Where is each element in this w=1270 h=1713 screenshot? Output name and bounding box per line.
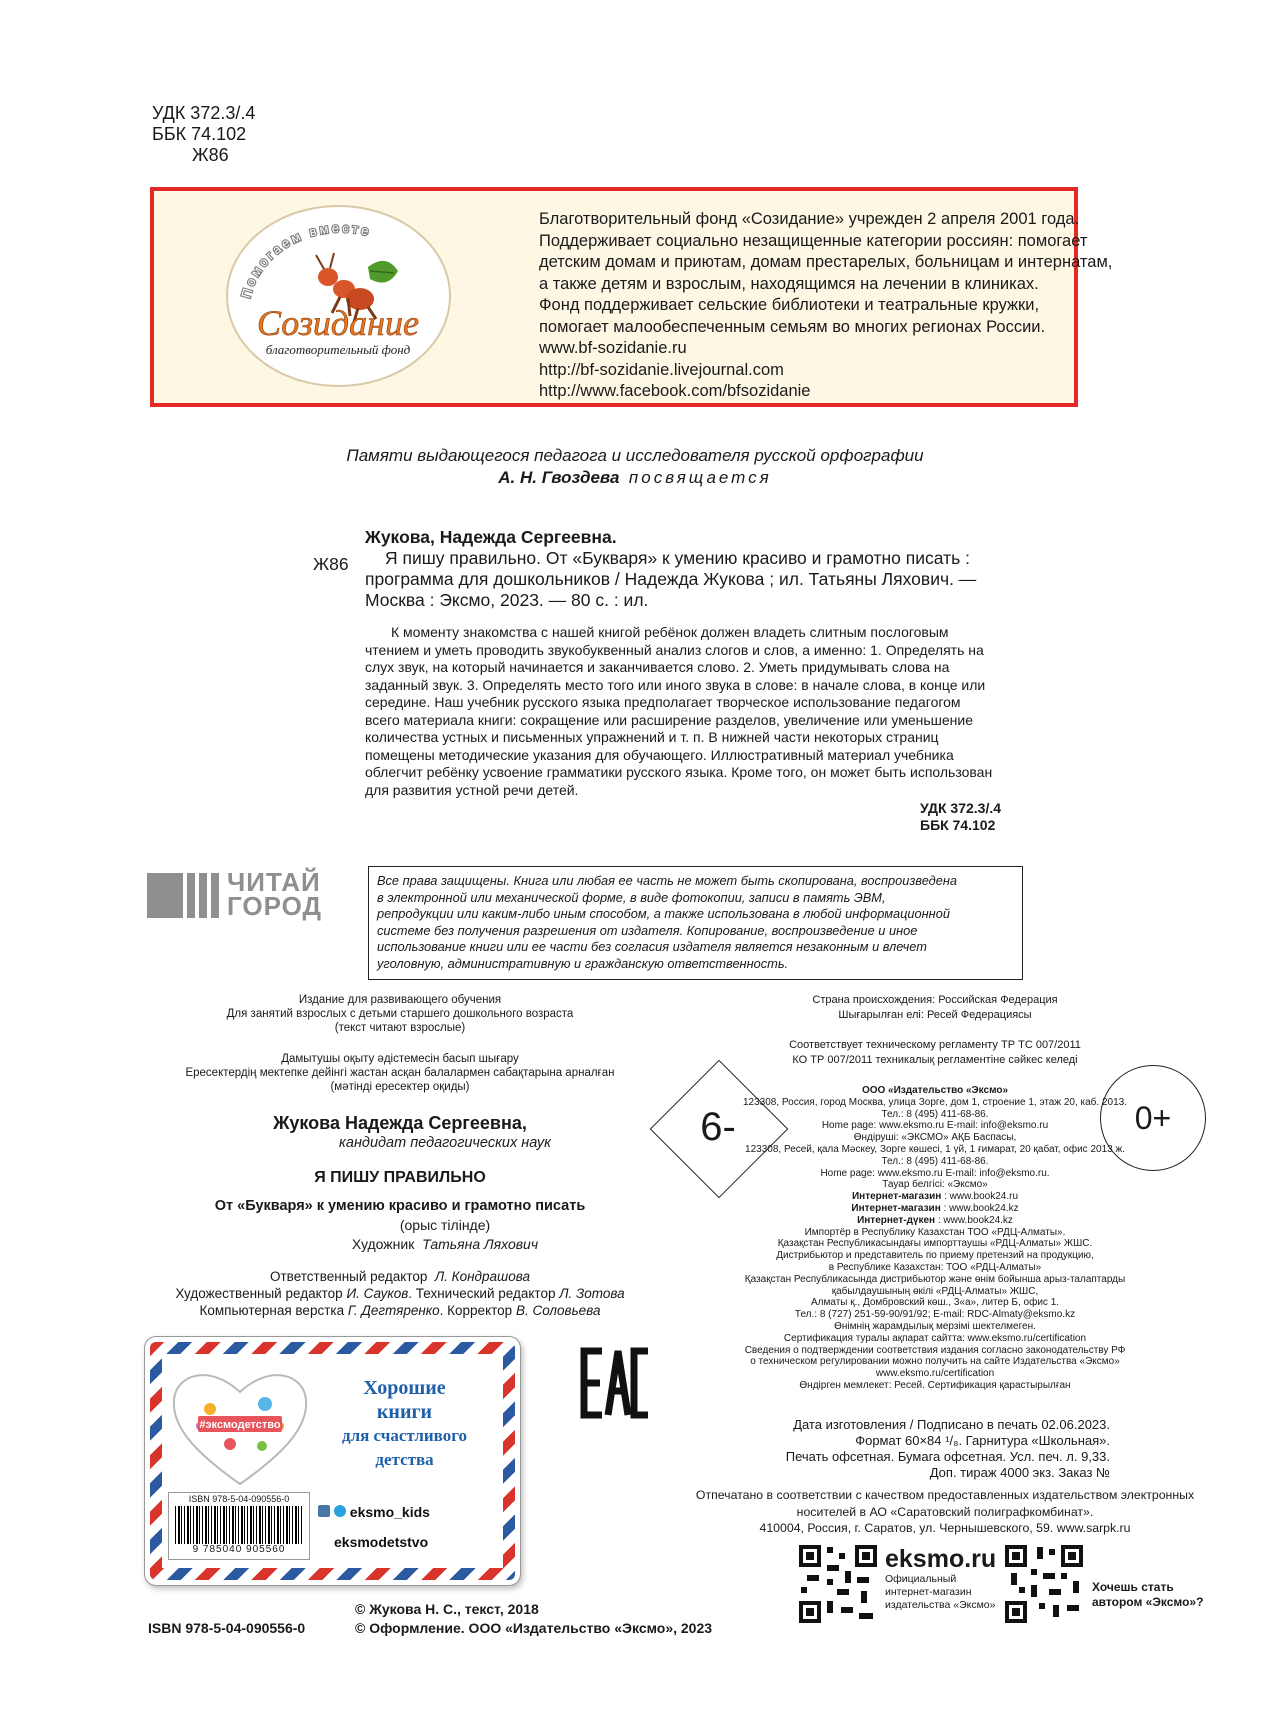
copyright-text: © Жукова Н. С., текст, 2018 <box>355 1601 539 1617</box>
credit-label: Художественный редактор <box>175 1286 343 1301</box>
publisher-line: Тел.: 8 (495) 411-68-86. <box>881 1108 989 1120</box>
heart-icon <box>170 1364 310 1489</box>
import-line: Өнімнің жарамдылық мерзімі шектелмеген. <box>834 1320 1036 1332</box>
shop-label: Интернет-магазин <box>851 1191 942 1203</box>
credit-name: В. Соловьева <box>515 1303 601 1318</box>
promo-social <box>318 1504 430 1550</box>
eksmo-shop <box>885 1545 996 1612</box>
qr-icon <box>1003 1543 1085 1625</box>
charity-line: Поддерживает социально незащищенные категории россиян: помогает <box>539 231 1088 250</box>
social-handle: eksmo_kids <box>349 1504 430 1520</box>
title-block <box>140 1168 660 1254</box>
abstract-line: заданный звук. 3. Определять место того или иного звука в слове: в начале слова, в конце или <box>365 676 986 693</box>
language-note: (орыс тілінде) <box>399 1217 491 1233</box>
edition-info-kz <box>140 1052 660 1094</box>
dedication <box>0 445 1270 489</box>
regulation-line: КО ТР 007/2011 техникалық регламентіне сәйкес келеді <box>792 1054 1078 1066</box>
qr-icon <box>797 1543 879 1625</box>
edition-line: Дамытушы оқыту әдістемесін басып шығару <box>281 1053 519 1065</box>
credit-name: Л. Зотова <box>559 1286 625 1301</box>
import-line: Импортёр в Республику Казахстан ТОО «РДЦ-Алматы». <box>804 1226 1066 1238</box>
barcode-bars <box>175 1506 303 1544</box>
cta-line: автором «Эксмо»? <box>1092 1595 1204 1609</box>
print-line: Формат 60×84 ¹/₈. Гарнитура «Школьная». <box>855 1433 1110 1448</box>
social-handle: eksmodetstvo <box>334 1534 429 1550</box>
qr-code-shop[interactable] <box>797 1543 879 1625</box>
shop-label: Интернет-магазин <box>851 1202 941 1214</box>
printer-line: 410004, Россия, г. Саратов, ул. Чернышевского, 59. www.sarpk.ru <box>759 1521 1131 1535</box>
publisher-line: 123308, Россия, город Москва, улица Зорге, дом 1, строение 1, этаж 20, каб. 2013. <box>743 1096 1127 1108</box>
eac-mark <box>580 1347 650 1424</box>
abstract-bbk: ББК 74.102 <box>920 817 996 833</box>
promo-headline-line: детства <box>375 1450 434 1469</box>
publisher-name: ООО «Издательство «Эксмо» <box>861 1085 1009 1096</box>
credit-label: Ответственный редактор <box>270 1269 428 1284</box>
edition-line: Для занятий взрослых с детьми старшего дошкольного возраста <box>226 1008 574 1020</box>
logo-subtitle: благотворительный фонд <box>265 342 411 357</box>
credit-label: . Технический редактор <box>408 1286 556 1301</box>
rights-notice <box>368 866 1023 980</box>
catalog-line: программа для дошкольников / Надежда Жукова ; ил. Татьяны Ляхович. — <box>365 569 977 589</box>
rights-line: Все права защищены. Книга или любая ее часть не может быть скопирована, воспроизведена <box>377 873 958 888</box>
eksmo-desc: издательства «Эксмо» <box>885 1599 996 1611</box>
dedication-line: Памяти выдающегося педагога и исследователя русской орфографии <box>346 446 924 465</box>
abstract-line: слух звук, на который начинается и заканчивается слово. 2. Уметь придумывать слова на <box>365 659 950 675</box>
telegram-icon <box>334 1505 346 1517</box>
credits <box>140 1268 660 1319</box>
age-label: 6- <box>700 1105 736 1149</box>
printer-line: Отпечатано в соответствии с качеством предоставленных издательством электронных <box>695 1488 1195 1502</box>
shop-url: : www.book24.kz <box>937 1214 1013 1226</box>
artist-name: Татьяна Ляхович <box>422 1236 539 1252</box>
promo-headline-line: Хорошие <box>363 1377 446 1399</box>
publisher-line: Home page: www.eksmo.ru E-mail: info@eksmo.ru. <box>820 1167 1050 1179</box>
credit-name: И. Сауков <box>346 1286 409 1301</box>
publisher-line: Тел.: 8 (495) 411-68-86. <box>881 1155 989 1167</box>
publisher-line: Өндіруші: «ЭКСМО» АҚБ Баспасы, <box>853 1132 1017 1144</box>
publisher-line: 123308, Ресей, қала Мәскеу, Зорге көшесі, 1 үй, 1 ғимарат, 20 қабат, офис 2013 ж. <box>745 1143 1125 1155</box>
promo-headline <box>312 1376 497 1472</box>
book-subtitle: От «Букваря» к умению красиво и грамотно писать <box>214 1198 586 1214</box>
charity-logo <box>226 205 451 387</box>
edition-line: Ересектердің мектепке дейінгі жастан асқан балалармен сабақтарына арналған <box>185 1067 615 1079</box>
charity-description <box>539 209 1112 403</box>
abstract-codes <box>920 800 1001 834</box>
import-line: Сертификация туралы ақпарат сайтта: www.eksmo.ru/certification <box>783 1332 1087 1344</box>
book-title: Я ПИШУ ПРАВИЛЬНО <box>314 1169 486 1186</box>
print-line: Дата изготовления / Подписано в печать 02.06.2023. <box>793 1417 1110 1432</box>
copyright <box>355 1600 712 1638</box>
promo-hashtag: #эксмодетство <box>199 1419 281 1431</box>
cta-line: Хочешь стать <box>1092 1580 1174 1594</box>
shop-url: : www.book24.kz <box>943 1202 1019 1214</box>
abstract-line: помещены методические указания для обучающего. Иллюстративный материал учебника <box>365 746 954 763</box>
catalog-line: Я пишу правильно. От «Букваря» к умению красиво и грамотно писать : <box>385 548 970 568</box>
edition-info-ru <box>140 993 660 1035</box>
eac-icon <box>580 1347 650 1419</box>
edition-line: (мәтінді ересектер оқиды) <box>330 1081 470 1093</box>
gorod-word: ГОРОД <box>227 891 323 921</box>
author-name: Жукова Надежда Сергеевна, <box>273 1113 527 1133</box>
logo-arc-text: Помогаем вместе <box>238 220 374 300</box>
eksmo-desc: Официальный <box>885 1573 957 1585</box>
qr-code-author[interactable] <box>1003 1543 1085 1625</box>
print-line: Печать офсетная. Бумага офсетная. Усл. печ. л. 9,33. <box>785 1449 1110 1464</box>
rights-line: использование книги или ее части без согласия издателя является незаконным и влечет <box>377 939 927 954</box>
rights-line: системе без получения разрешения от издателя. Копирование, воспроизведение и иное <box>377 922 918 938</box>
charity-line: а также детям и взрослым, находящимся на лечении в клиниках. <box>539 274 1039 293</box>
publisher-info <box>700 1085 1170 1392</box>
abstract-udk: УДК 372.3/.4 <box>920 800 1002 816</box>
charity-line: детским домам и приютам, домам престарелых, больницам и интернатам, <box>539 253 1113 271</box>
abstract-line: облегчит ребёнку усвоение грамматики русского языка. Кроме того, он может быть использован <box>365 764 993 780</box>
author-mark: Ж86 <box>192 145 229 165</box>
bbk-code: ББК 74.102 <box>152 124 247 144</box>
catalog-line: Москва : Эксмо, 2023. — 80 с. : ил. <box>365 590 649 610</box>
import-line: в Республике Казахстан: ТОО «РДЦ-Алматы» <box>828 1261 1042 1273</box>
abstract <box>365 624 1020 799</box>
author-block <box>140 1112 660 1152</box>
printer-line: носителей в АО «Саратовский полиграфкомбинат». <box>796 1504 1094 1519</box>
charity-line: Благотворительный фонд «Созидание» учрежден 2 апреля 2001 года. <box>539 210 1080 228</box>
import-line: Өндірген мемлекет: Ресей. Сертификация қарастырылған <box>799 1379 1071 1391</box>
credit-label: Компьютерная верстка <box>199 1303 345 1318</box>
rights-line: репродукции или каким-либо иным способом, а также использована в любой информационной <box>377 906 950 921</box>
abstract-line: всего материала книги: сокращение или расширение разделов, увеличение или уменьшение <box>365 711 974 728</box>
author-degree: кандидат педагогических наук <box>339 1135 551 1151</box>
promo-headline-line: книги <box>376 1401 433 1423</box>
country-info <box>700 993 1170 1023</box>
regulation-line: Соответствует техническому регламенту ТР ТС 007/2011 <box>789 1039 1081 1051</box>
chitai-word: ЧИТАЙ <box>227 867 321 897</box>
charity-line: помогает малообеспеченным семьям во многих регионах России. <box>539 317 1046 336</box>
charity-line: http://bf-sozidanie.livejournal.com <box>539 360 784 379</box>
print-info <box>700 1417 1110 1481</box>
author-cta[interactable] <box>1092 1580 1203 1610</box>
abstract-line: середине. Наш учебник русского языка предполагает творческое использование педагогом <box>365 694 961 710</box>
vk-icon <box>318 1505 330 1517</box>
abstract-line: чтением и уметь проводить звукобуквенный анализ слогов и слов, а именно: 1. Определять на <box>365 641 984 658</box>
import-line: Дистрибьютор и представитель по приему претензий на продукцию, <box>776 1250 1094 1262</box>
printer-info <box>660 1487 1230 1537</box>
abstract-line: для развития устной речи детей. <box>365 781 579 798</box>
rights-line: в электронной или механической форме, в виде фотокопии, записи в память ЭВМ, <box>377 889 886 905</box>
import-line: Қазақстан Республикасында дистрибьютор және өнім бойынша арыз-талаптарды <box>744 1273 1126 1285</box>
shop-label: Интернет-дүкен <box>857 1214 936 1226</box>
promo-card <box>150 1342 515 1580</box>
publisher-line: Тауар белгісі: «Эксмо» <box>882 1179 988 1191</box>
rights-line: уголовную, административную и гражданскую ответственность. <box>377 955 789 971</box>
artist-label: Художник <box>351 1236 415 1252</box>
credit-name: Л. Кондрашова <box>434 1269 530 1284</box>
edition-line: Издание для развивающего обучения <box>298 994 502 1006</box>
country-line: Шығарылған елі: Ресей Федерациясы <box>838 1009 1032 1021</box>
import-line: қабылдаушының өкілі «РДЦ-Алматы» ЖШС, <box>831 1285 1039 1297</box>
barcode <box>168 1492 310 1560</box>
logo-artwork <box>228 207 449 385</box>
credit-label: . Корректор <box>439 1303 513 1318</box>
charity-line: Фонд поддерживает сельские библиотеки и театральные кружки, <box>539 296 1040 314</box>
catalog-code: Ж86 <box>313 554 349 574</box>
import-line: Сведения о подтверждении соответствия издания согласно законодательству РФ <box>744 1344 1126 1356</box>
import-line: о техническом регулировании можно получить на сайте Издательства «Эксмо» <box>750 1356 1120 1368</box>
publisher-line: Home page: www.eksmo.ru E-mail: info@eksmo.ru <box>821 1120 1049 1132</box>
dedication-name: А. Н. Гвоздева <box>498 468 620 487</box>
print-line: Доп. тираж 4000 экз. Заказ № <box>929 1465 1110 1480</box>
promo-headline-line: для счастливого <box>341 1426 468 1445</box>
copyright-design: © Оформление. ООО «Издательство «Эксмо», 2023 <box>355 1620 713 1636</box>
import-line: Тел.: 8 (727) 251-59-90/91/92; E-mail: RDC-Almaty@eksmo.kz <box>794 1309 1076 1321</box>
charity-line: www.bf-sozidanie.ru <box>539 339 687 357</box>
regulation-info <box>700 1038 1170 1068</box>
eksmo-site[interactable]: eksmo.ru <box>885 1545 997 1573</box>
charity-box <box>150 187 1113 407</box>
abstract-line: количества устных и письменных упражнений и т. п. В нижней части некоторых страниц <box>365 729 939 745</box>
dedication-tail: посвящается <box>628 468 772 487</box>
abstract-line: К моменту знакомства с нашей книгой ребёнок должен владеть слитным послоговым <box>391 624 949 640</box>
shop-url: : www.book24.ru <box>944 1191 1019 1203</box>
charity-line: http://www.facebook.com/bfsozidanie <box>539 382 811 400</box>
age-rating-label: 0+ <box>1134 1099 1172 1136</box>
footer-isbn: ISBN 978-5-04-090556-0 <box>148 1620 306 1636</box>
barcode-digits: 9 785040 905560 <box>192 1544 286 1555</box>
country-line: Страна происхождения: Российская Федерация <box>812 994 1058 1006</box>
edition-line: (текст читают взрослые) <box>334 1022 466 1034</box>
udk-code: УДК 372.3/.4 <box>152 103 256 123</box>
catalog-author: Жукова, Надежда Сергеевна. <box>365 527 617 547</box>
classification-codes <box>152 103 255 166</box>
import-line: Алматы қ., Домбровский көш., 3«а», литер Б, офис 1. <box>810 1297 1060 1309</box>
import-line: www.eksmo.ru/certification <box>875 1368 995 1380</box>
catalog-record <box>365 527 976 611</box>
logo-name: Созидание <box>257 303 419 343</box>
promo-card-inner <box>162 1354 503 1568</box>
import-line: Қазақстан Республикасындағы импорттаушы «РДЦ-Алматы» ЖШС. <box>777 1238 1093 1250</box>
eksmo-desc: интернет-магазин <box>885 1586 972 1598</box>
chitai-gorod-logo <box>147 867 340 921</box>
credit-name: Г. Дегтяренко <box>347 1303 440 1318</box>
barcode-isbn: ISBN 978-5-04-090556-0 <box>188 1494 290 1504</box>
